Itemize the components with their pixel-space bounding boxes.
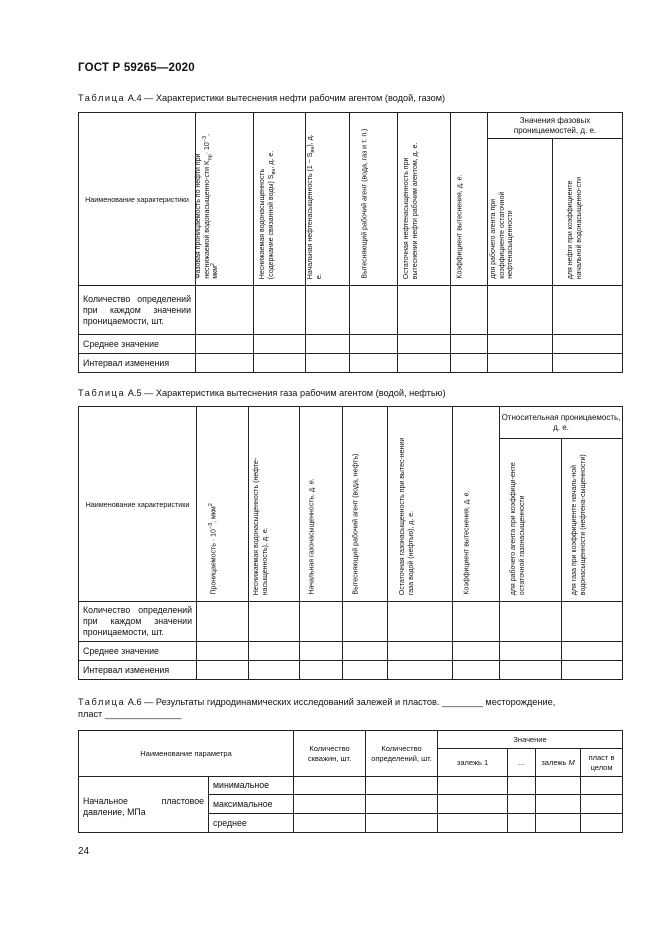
col-header-2	[249, 407, 300, 602]
col-header-text: для рабочего агента при коэффици-енте остаточной газонасыщенности	[509, 462, 525, 595]
param-name: Начальное пластовое давление, МПа	[79, 777, 209, 833]
table-row	[79, 335, 623, 354]
wells-header	[294, 731, 366, 777]
table-a5-caption	[78, 387, 446, 399]
table-row	[79, 354, 623, 373]
col-header-text: Вытесняющий рабочий агент (вода, газ и т. п.)	[360, 129, 368, 279]
row-label: Интервал изменения	[79, 354, 196, 373]
row-label: Среднее значение	[79, 335, 196, 354]
col-header-7	[500, 439, 562, 602]
col-header-8	[553, 139, 623, 286]
value-col-text: залежь 1	[456, 758, 489, 767]
col-header-5	[388, 407, 453, 602]
table-a6-caption	[78, 696, 622, 720]
caption-prefix: Таблица	[78, 388, 126, 398]
col-header-text: Неснижаемая водонасыщенность (нефте-насыщенность), д. е.	[252, 457, 269, 595]
caption-text: А.6 — Результаты гидродинамических исследований залежей и пластов. ________ месторождение,	[127, 697, 556, 707]
value-col-3: залежь M	[536, 749, 581, 777]
col-header-6	[453, 407, 500, 602]
row-label: Среднее значение	[79, 642, 197, 661]
col-header-4	[343, 407, 388, 602]
param-header	[79, 731, 294, 777]
defs-header-text: Количество определений, шт.	[371, 744, 432, 763]
name-header	[79, 113, 196, 286]
table-a4	[78, 112, 623, 373]
col-header-text: Остаточная нефтенасыщенность при вытеснении нефти рабочим агентом, д. е.	[402, 142, 419, 279]
col-header-text: для рабочего агента при коэффициенте остаточной нефтенасыщенности	[490, 191, 515, 279]
caption-prefix: Таблица	[78, 697, 126, 707]
col-header-text: Начальная газонасыщенность, д. е.	[308, 478, 316, 595]
table-a4-caption	[78, 92, 445, 104]
table-row	[79, 602, 623, 642]
value-col-1	[438, 749, 508, 777]
table-row	[79, 642, 623, 661]
col-header-text: Начальная нефтенасыщенность $(1 - S_{вн})$, д. е.	[306, 134, 322, 279]
table-row	[79, 777, 623, 795]
col-header-1	[196, 113, 254, 286]
col-header-text: Неснижаемая водонасыщенность (содержание связанной воды) $S_{вн}$, д. е.	[258, 150, 277, 279]
param-header-text: Наименование параметра	[140, 749, 232, 758]
value-col-2	[508, 749, 536, 777]
document-header: ГОСТ Р 59265—2020	[78, 62, 195, 74]
value-col-4	[581, 749, 623, 777]
page-number: 24	[78, 846, 90, 857]
col-header-2	[254, 113, 306, 286]
sub-row-label: минимальное	[209, 777, 294, 795]
col-header-text: для нефти при коэффициенте начальной водонасыщенно-сти	[566, 176, 582, 279]
value-header-text: Значение	[513, 735, 547, 744]
table-a5	[78, 406, 623, 680]
col-header-5	[398, 113, 451, 286]
caption-text: А.5 — Характеристика вытеснения газа рабочим агентом (водой, нефтью)	[127, 388, 446, 398]
name-header-text: Наименование характеристики	[85, 194, 189, 204]
wells-header-text: Количество скважин, шт.	[307, 744, 352, 763]
table-row	[79, 661, 623, 680]
group-header	[488, 113, 623, 139]
caption-text: А.4 — Характеристики вытеснения нефти рабочим агентом (водой, газом)	[127, 93, 446, 103]
col-header-text: Проницаемость · $10^{-3}$, мкм$^2$	[207, 503, 217, 595]
row-label: Количество определений при каждом значении проницаемости, шт.	[79, 602, 197, 642]
sub-row-label: максимальное	[209, 795, 294, 814]
caption-line-2: пласт _______________	[78, 709, 182, 719]
col-header-6	[451, 113, 488, 286]
col-header-text: для газа при коэффициенте началь-ной водонасыщенности (нефтена-сыщенности)	[570, 454, 587, 595]
sub-row-label: среднее	[209, 814, 294, 833]
row-label: Количество определений при каждом значении проницаемости, шт.	[79, 286, 196, 335]
table-a6	[78, 730, 623, 833]
caption-prefix: Таблица	[78, 93, 126, 103]
col-header-1	[197, 407, 249, 602]
col-header-text: Фазовая проницаемость по нефти при неснижаемой водонасыщенно-сти $K_{пр}\cdot 10^{-3}$, мкм$^2$	[194, 134, 219, 279]
table-row	[79, 286, 623, 335]
col-header-7	[488, 139, 553, 286]
name-header-text: Наименование характеристики	[85, 499, 190, 509]
col-header-text: Коэффициент вытеснения, д. е.	[456, 174, 464, 279]
col-header-text: Коэффициент вытеснения, д. е.	[463, 490, 471, 595]
caption-line-1	[78, 696, 622, 708]
name-header	[79, 407, 197, 602]
value-col-text: пласт в целом	[588, 753, 615, 772]
col-header-4	[350, 113, 398, 286]
group-header-text: Значения фазовых проницаемостей, д. е.	[513, 115, 597, 135]
group-header-text: Относительная проницаемость, д. е.	[501, 412, 621, 432]
col-header-text: Вытесняющий рабочий агент (вода, нефть)	[352, 454, 360, 595]
row-label: Интервал изменения	[79, 661, 197, 680]
col-header-3	[300, 407, 343, 602]
col-header-text: Остаточная газонасыщенность при вытес-нении газа водой (нефтью), д. е.	[398, 437, 415, 595]
col-header-3	[306, 113, 350, 286]
defs-header	[366, 731, 438, 777]
col-header-8	[562, 439, 623, 602]
value-header	[438, 731, 623, 749]
value-col-text: …	[517, 758, 526, 767]
group-header	[500, 407, 623, 439]
